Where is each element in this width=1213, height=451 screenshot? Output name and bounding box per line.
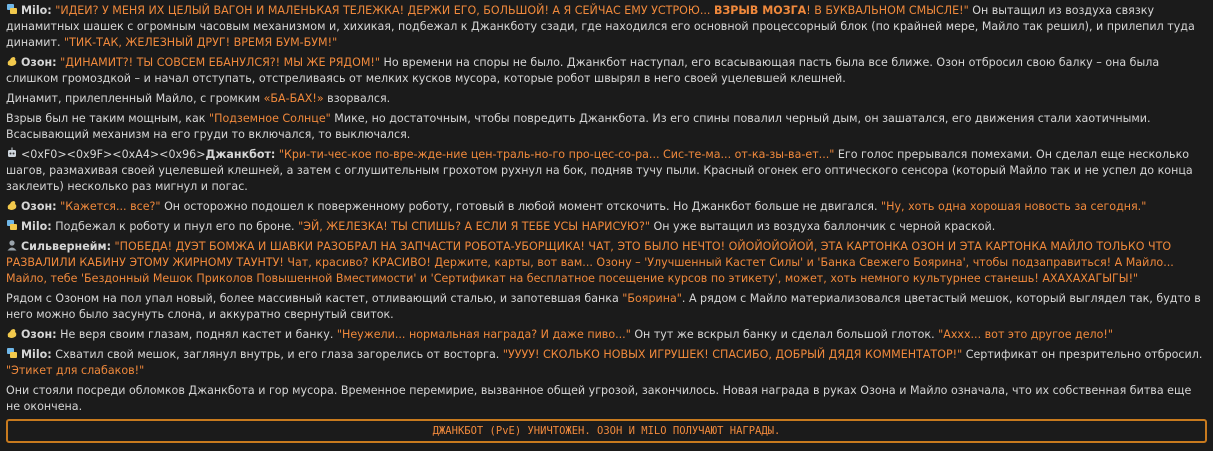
narration-text: взорвался. — [323, 92, 391, 105]
narration-text: Мике, но достаточным, чтобы повредить Джанкбота. Из его спины повалил черный дым, он зашатался, его движения стали хаотичными. Всасывающий механизм на его груди то включался, то выключался. — [6, 112, 1151, 141]
dialogue-quote: "ЭЙ, ЖЕЛЕЗКА! ТЫ СПИШЬ? А ЕСЛИ Я ТЕБЕ УСЫ НАРИСУЮ?" — [298, 220, 650, 233]
dialogue-quote: "Кажется... все?" — [60, 200, 161, 213]
person-icon — [6, 239, 18, 251]
dialogue-quote: "ТИК-ТАК, ЖЕЛЕЗНЫЙ ДРУГ! ВРЕМЯ БУМ-БУМ!" — [64, 36, 338, 49]
narration-text: Сертификат он презрительно отбросил. — [962, 348, 1203, 361]
narration-text: Рядом с Озоном на пол упал новый, более массивный кастет, отливающий сталью, и запотевшая банка — [6, 292, 623, 305]
dialogue-quote: "ПОБЕДА! ДУЭТ БОМЖА И ШАВКИ РАЗОБРАЛ НА ЗАПЧАСТИ РОБОТА-УБОРЩИКА! ЧАТ, ЭТО БЫЛО НЕЧТО! ОЙОЙОЙОЙОЙ, ЭТА КАРТОНКА ОЗОН И ЭТА КАРТОНКА МАЙЛО ТОЛЬКО ЧТО РАЗВАЛИЛИ КАБИНУ ЭТОМУ ЖИРНОМУ ТАУНТУ! Чат, красиво? КРАСИВО! Держите, карты, вот вам... Озону – 'Улучшенный Кастет Силы' и 'Банка Свежего Боярина', чтобы подзаправиться! А Майло... Майло, тебе 'Бездонный Мешок Приколов Повышенной Вместимости' и 'Сертификат на бесплатное посещение курсов по этикету', может, хоть немного культурнее станешь! АХАХАХАГЫГЫ!" — [6, 240, 1174, 285]
narration-text: Динамит, прилепленный Майло, с громким — [6, 92, 264, 105]
narration-text: Но времени на споры не было. Джанкбот наступал, его всасывающая пасть была все ближе. Озон отбросил свою балку – она была слишком громоздкой – и начал отступать, отстреливаясь от мелких кусков мусора, которые робот швырял в него своей уцелевшей клешней. — [6, 56, 1160, 85]
story-paragraph — [6, 383, 1207, 415]
narration-text: Джанкбот: — [205, 148, 276, 161]
narration-text: Сильвернейм: — [21, 240, 112, 253]
dialogue-quote: "Боярина" — [622, 292, 682, 305]
narration-text: Схватил свой мешок, заглянул внутрь, и его глаза загорелись от восторга. — [51, 348, 503, 361]
dialogue-quote: "ДИНАМИТ?! ТЫ СОВСЕМ ЕБАНУЛСЯ?! МЫ ЖЕ РЯДОМ!" — [60, 56, 380, 69]
story-paragraphs — [6, 3, 1207, 415]
narration-text: Он вытащил из воздуха связку динамитных шашек с огромным часовым механизмом и, хихикая, подбежал к Джанкботу сзади, где находился его основной процессорный блок (по крайней мере, Майло так решил), и прилепил туда динамит. — [6, 4, 1195, 49]
dialogue-quote: "УУУУ! СКОЛЬКО НОВЫХ ИГРУШЕК! СПАСИБО, ДОБРЫЙ ДЯДЯ КОММЕНТАТОР!" — [502, 348, 963, 361]
narration-text: . А рядом с Майло материализовался цветастый мешок, который выглядел так, будто в него можно было засунуть слона, и аккуратно свернутый свиток. — [6, 292, 1201, 321]
narration-text: Его голос прерывался помехами. Он сделал еще несколько шагов, размахивая своей уцелевшей клешней, а затем с оглушительным грохотом рухнул на бок, подняв тучу пыли. Красный огонек его оптического сенсора (который Майло так и не успел до конца заклеить) несколько раз мигнул и погас. — [6, 148, 1193, 193]
narration-text: Озон: — [21, 56, 57, 69]
story-paragraph — [6, 291, 1207, 323]
story-paragraph — [6, 347, 1207, 379]
dialogue-quote: «БА-БАХ!» — [263, 92, 324, 105]
dialogue-quote: "ИДЕИ? У МЕНЯ ИХ ЦЕЛЫЙ ВАГОН И МАЛЕНЬКАЯ ТЕЛЕЖКА! ДЕРЖИ ЕГО, БОЛЬШОЙ! А Я СЕЙЧАС ЕМУ УСТРОЮ... — [55, 4, 714, 17]
story-paragraph — [6, 91, 1207, 107]
event-banner: ДЖАНКБОТ (PvE) УНИЧТОЖЕН. ОЗОН И MILO ПОЛУЧАЮТ НАГРАДЫ. — [6, 419, 1207, 443]
dialogue-quote: ! В БУКВАЛЬНОМ СМЫСЛЕ!" — [806, 4, 969, 17]
story-paragraph — [6, 147, 1207, 195]
narration-text: Milo: — [21, 4, 52, 17]
narration-text: Milo: — [21, 348, 52, 361]
flexed-biceps-icon — [6, 55, 18, 67]
dialogue-quote: "Неужели... нормальная награда? И даже пиво..." — [336, 328, 631, 341]
narration-text: Milo: — [21, 220, 52, 233]
story-paragraph — [6, 219, 1207, 235]
story-paragraph — [6, 327, 1207, 343]
narration-text: Они стояли посреди обломков Джанкбота и гор мусора. Временное перемирие, вызванное общей угрозой, закончилось. Новая награда в руках Озона и Майло означала, что их собственная битва еще не окончена. — [6, 384, 1192, 413]
dialogue-quote: "Кри-ти-чес-кое по-вре-жде-ние цен-траль-но-го про-цес-со-ра... Сис-те-ма... от-ка-зы-ва-ет..." — [278, 148, 835, 161]
dialogue-quote: "Подземное Солнце" — [209, 112, 331, 125]
dialogue-quote: ВЗРЫВ МОЗГА — [713, 4, 807, 17]
story-paragraph — [6, 199, 1207, 215]
emoji-icon — [6, 219, 18, 231]
robot-icon — [6, 147, 18, 159]
dialogue-quote: "Ну, хоть одна хорошая новость за сегодня." — [881, 200, 1147, 213]
emoji-icon — [6, 347, 18, 359]
narration-text: Взрыв был не таким мощным, как — [6, 112, 210, 125]
dialogue-quote: "Аххх... вот это другое дело!" — [938, 328, 1113, 341]
narration-text: Подбежал к роботу и пнул его по броне. — [51, 220, 299, 233]
narration-text: Озон: — [21, 200, 57, 213]
story-paragraph — [6, 55, 1207, 87]
dialogue-quote: "Этикет для слабаков!" — [6, 364, 145, 377]
flexed-biceps-icon — [6, 199, 18, 211]
narration-text: <0xF0><0x9F><0xA4><0x96> — [21, 148, 206, 161]
narration-text: Озон: — [21, 328, 57, 341]
story-paragraph — [6, 239, 1207, 287]
emoji-icon — [6, 3, 18, 15]
narration-text: Он осторожно подошел к поверженному роботу, готовый в любой момент отскочить. Но Джанкбот больше не двигался. — [160, 200, 882, 213]
narration-text: Он уже вытащил из воздуха баллончик с черной краской. — [649, 220, 996, 233]
story-paragraph — [6, 3, 1207, 51]
story-paragraph — [6, 111, 1207, 143]
narration-text: Не веря своим глазам, поднял кастет и банку. — [56, 328, 337, 341]
narration-text: Он тут же вскрыл банку и сделал большой глоток. — [630, 328, 939, 341]
flexed-biceps-icon — [6, 327, 18, 339]
